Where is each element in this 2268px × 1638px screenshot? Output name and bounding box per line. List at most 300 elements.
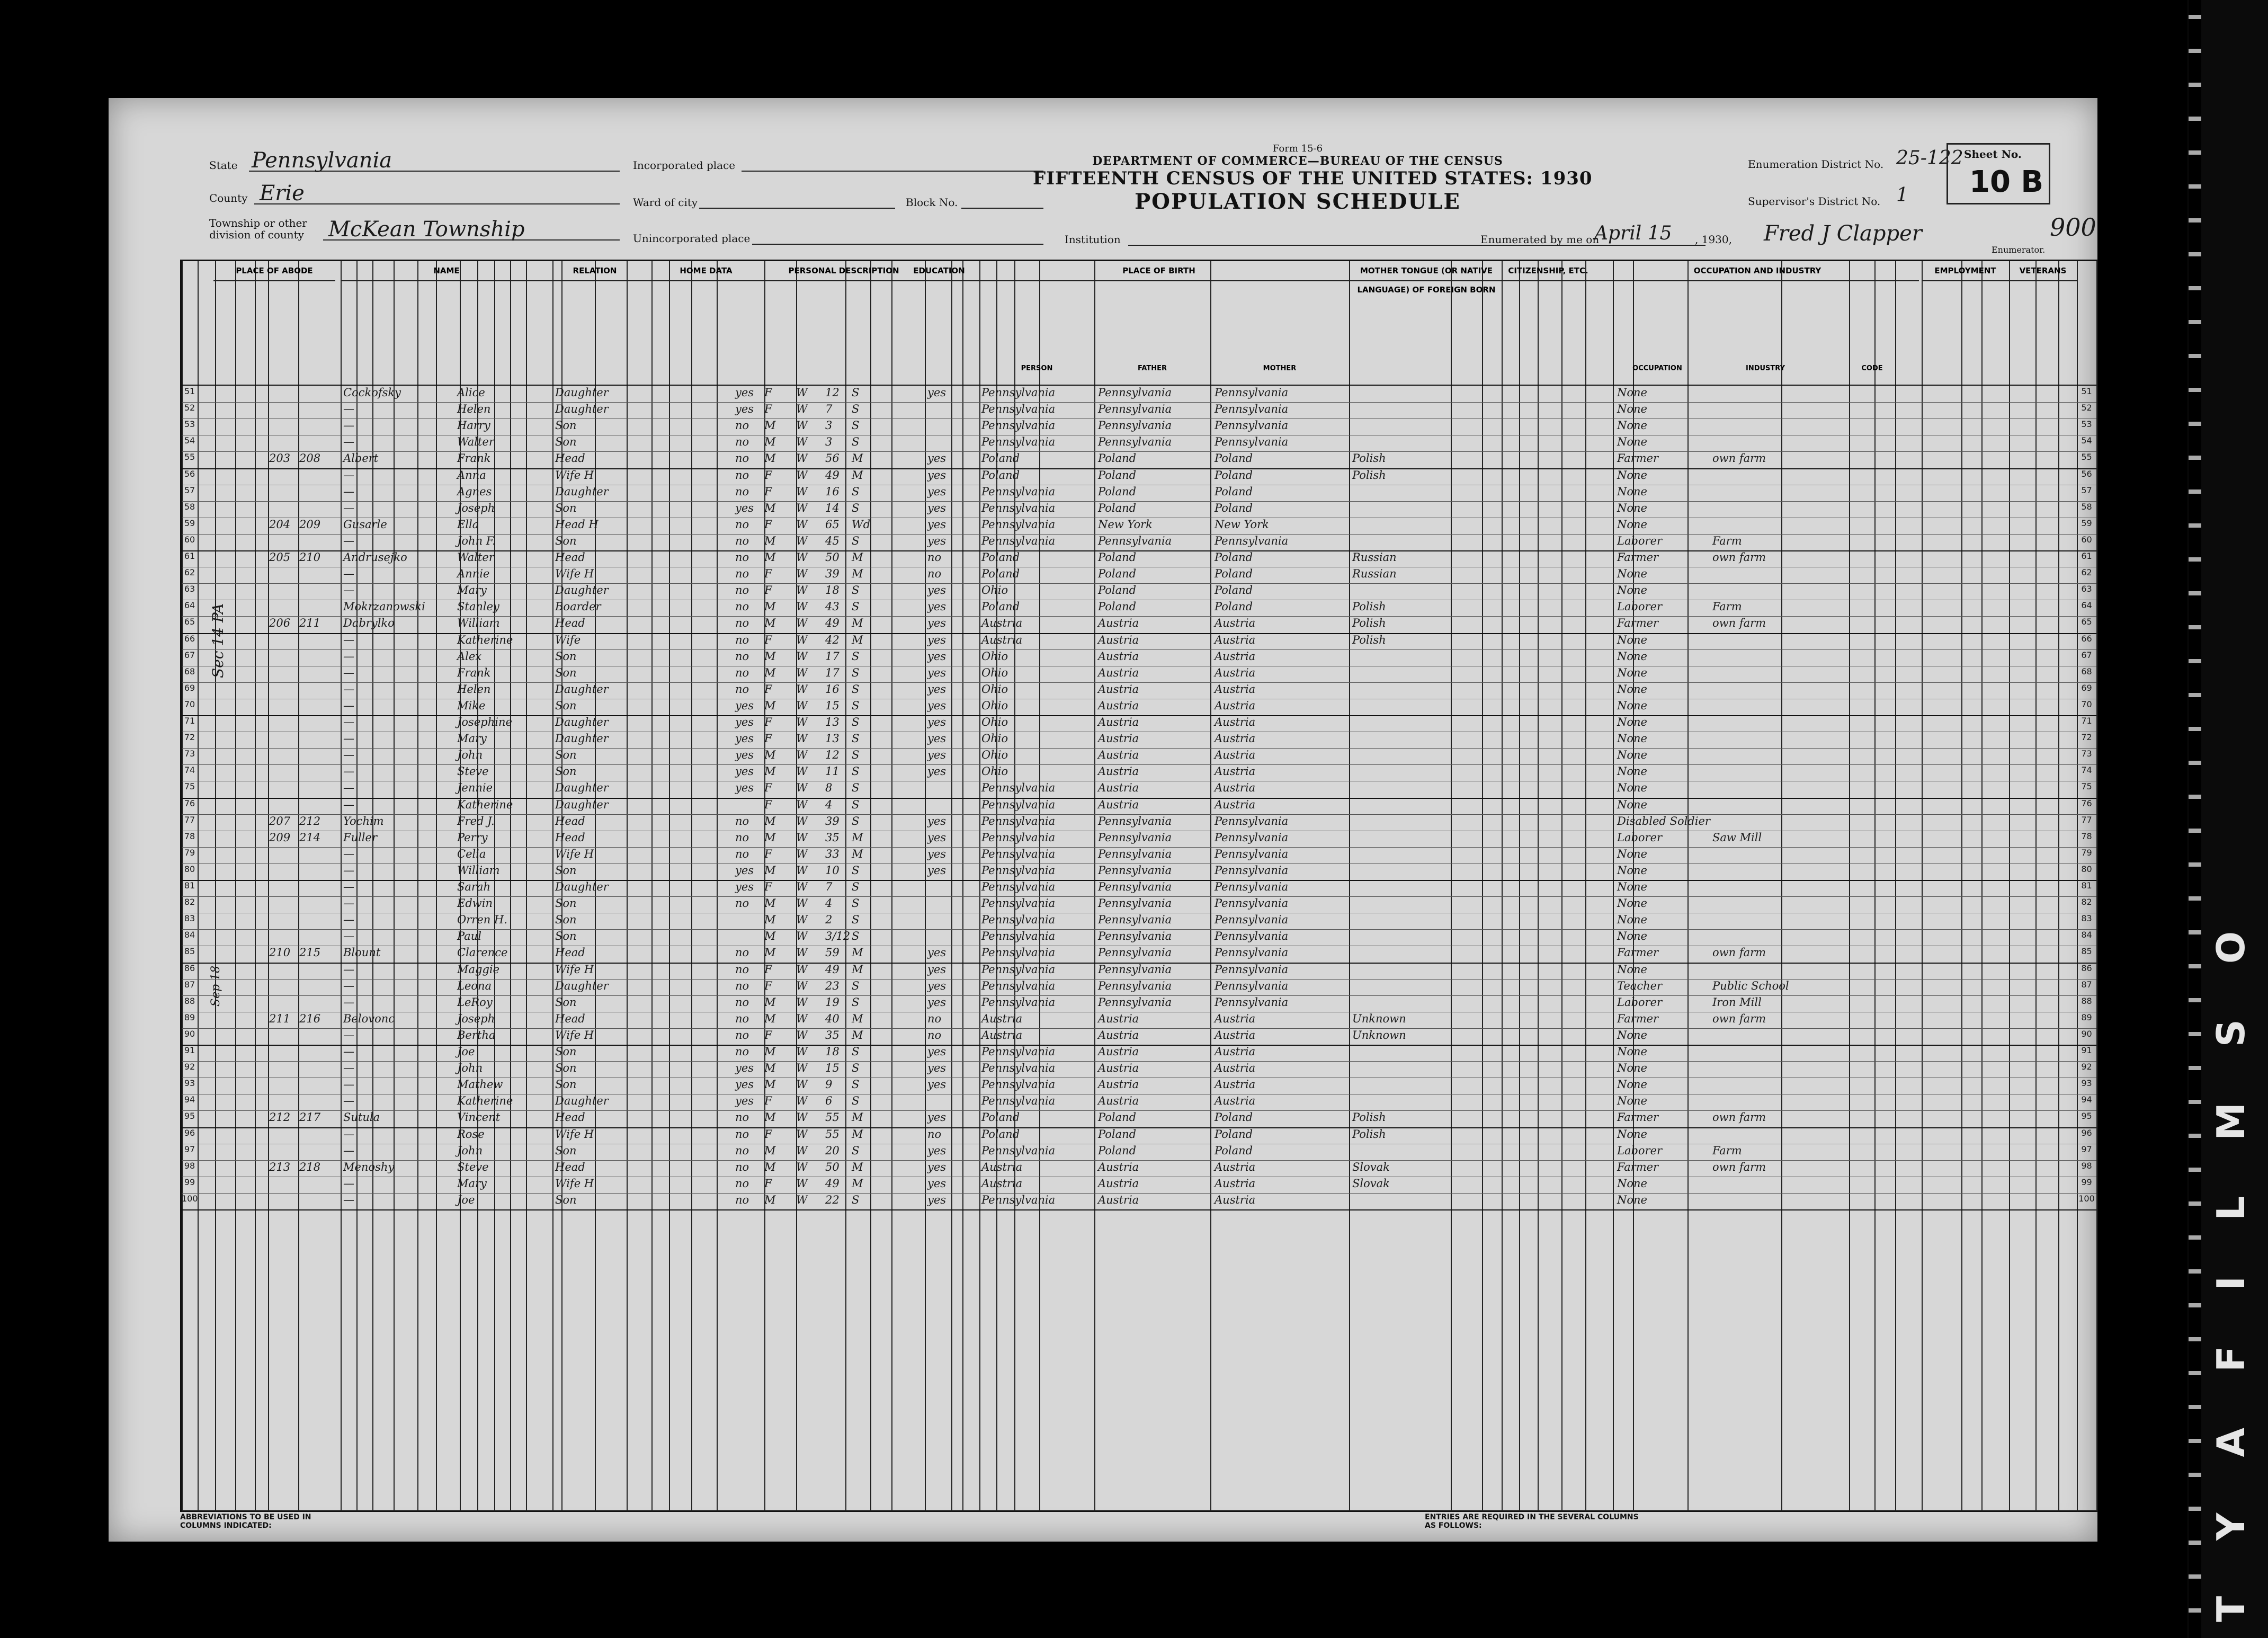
- cell-school: no: [735, 1177, 749, 1190]
- cell-sex: M: [764, 1144, 776, 1157]
- cell-birth: Pennsylvania: [981, 963, 1056, 976]
- cell-birth: Pennsylvania: [981, 1094, 1056, 1108]
- cell-father: Austria: [1098, 1028, 1139, 1041]
- cell-father: Austria: [1098, 798, 1139, 811]
- cell-school: yes: [735, 749, 754, 762]
- cell-father: Austria: [1098, 617, 1139, 630]
- cell-sex: F: [764, 1177, 772, 1190]
- cell-read: yes: [927, 979, 947, 992]
- cell-mar: S: [852, 386, 860, 399]
- cell-occ: None: [1617, 403, 1647, 416]
- cell-read: yes: [927, 1045, 947, 1058]
- cell-tongue: Unknown: [1352, 1012, 1406, 1025]
- cell-rel: Son: [555, 501, 577, 514]
- column-header-person: PERSON: [1021, 364, 1053, 372]
- cell-age: 22: [825, 1193, 840, 1206]
- cell-given: Joe: [457, 1045, 475, 1058]
- cell-sex: M: [764, 666, 776, 679]
- county-value: Erie: [260, 181, 305, 206]
- cell-birth: Pennsylvania: [981, 814, 1056, 827]
- cell-occ: Disabled Soldier: [1617, 814, 1710, 827]
- census-row: [182, 781, 2096, 796]
- cell-birth: Pennsylvania: [981, 979, 1056, 992]
- cell-father: Austria: [1098, 749, 1139, 762]
- cell-given: Paul: [457, 930, 481, 943]
- cell-sex: M: [764, 501, 776, 514]
- block-underline: [961, 208, 1043, 209]
- cell-father: Pennsylvania: [1098, 863, 1172, 877]
- cell-line: 72: [2081, 732, 2092, 743]
- cell-age: 50: [825, 551, 840, 564]
- cell-given: Annie: [457, 567, 490, 581]
- cell-father: Poland: [1098, 452, 1137, 465]
- form-number: Form 15-6: [1272, 143, 1323, 154]
- cell-occ: None: [1617, 633, 1647, 646]
- enumerator-label: Enumerator.: [1992, 245, 2046, 255]
- cell-sex: M: [764, 814, 776, 827]
- cell-line: 62: [2081, 567, 2092, 578]
- cell-school: no: [735, 584, 749, 597]
- cell-birth: Austria: [981, 1012, 1023, 1025]
- cell-race: W: [796, 1094, 808, 1108]
- cell-given: John F.: [457, 534, 496, 547]
- cell-rel: Son: [555, 1193, 577, 1206]
- enumerated-year: , 1930,: [1695, 233, 1732, 246]
- cell-line: 56: [184, 468, 195, 479]
- cell-birth: Austria: [981, 617, 1023, 630]
- abbrev-title: ABBREVIATIONS TO BE USED IN COLUMNS INDICATED:: [180, 1513, 311, 1530]
- cell-rel: Daughter: [555, 682, 609, 696]
- enumerator-name: Fred J Clapper: [1764, 221, 1922, 246]
- cell-ind: own farm: [1712, 617, 1766, 630]
- cell-line: 93: [184, 1078, 195, 1089]
- cell-occ: Laborer: [1617, 995, 1663, 1009]
- cell-age: 23: [825, 979, 840, 992]
- cell-father: Poland: [1098, 468, 1137, 482]
- cell-father: Poland: [1098, 501, 1137, 514]
- cell-rel: Head: [555, 1111, 585, 1124]
- cell-birth: Pennsylvania: [981, 880, 1056, 893]
- cell-given: Katherine: [457, 1094, 513, 1108]
- cell-sex: F: [764, 880, 772, 893]
- cell-line: 51: [184, 386, 195, 396]
- cell-line: 83: [2081, 913, 2092, 924]
- census-row: [182, 1012, 2096, 1027]
- cell-given: Mary: [457, 584, 487, 597]
- cell-fam: 218: [299, 1160, 321, 1173]
- cell-mar: S: [852, 1144, 860, 1157]
- cell-school: yes: [735, 732, 754, 745]
- census-row: [182, 814, 2096, 830]
- cell-read: yes: [927, 1144, 947, 1157]
- cell-line: 98: [2081, 1160, 2092, 1171]
- cell-father: Pennsylvania: [1098, 534, 1172, 547]
- margin-note: Sec 14 PA: [209, 603, 227, 678]
- cell-line: 64: [2081, 600, 2092, 611]
- cell-read: no: [927, 1028, 942, 1041]
- cell-mother: Pennsylvania: [1215, 979, 1289, 992]
- cell-birth: Pennsylvania: [981, 946, 1056, 959]
- cell-age: 4: [825, 897, 833, 910]
- cell-school: no: [735, 600, 749, 613]
- cell-read: yes: [927, 518, 947, 531]
- cell-rel: Daughter: [555, 979, 609, 992]
- cell-given: William: [457, 617, 500, 630]
- cell-read: yes: [927, 847, 947, 860]
- cell-given: Katherine: [457, 633, 513, 646]
- cell-rel: Daughter: [555, 386, 609, 399]
- cell-rel: Daughter: [555, 880, 609, 893]
- cell-father: Austria: [1098, 682, 1139, 696]
- cell-school: no: [735, 633, 749, 646]
- cell-birth: Pennsylvania: [981, 518, 1056, 531]
- cell-race: W: [796, 567, 808, 581]
- cell-ind: Farm: [1712, 600, 1742, 613]
- census-row: [182, 567, 2096, 582]
- cell-occ: Laborer: [1617, 1144, 1663, 1157]
- schedule-title: POPULATION SCHEDULE: [1135, 189, 1461, 214]
- cell-rel: Son: [555, 1144, 577, 1157]
- cell-occ: None: [1617, 1062, 1647, 1075]
- cell-line: 65: [184, 617, 195, 627]
- cell-line: 85: [184, 946, 195, 957]
- cell-tongue: Slovak: [1352, 1177, 1390, 1190]
- cell-read: yes: [927, 584, 947, 597]
- cell-mar: M: [852, 1012, 863, 1025]
- cell-occ: None: [1617, 682, 1647, 696]
- cell-line: 57: [2081, 485, 2092, 495]
- cell-birth: Ohio: [981, 732, 1008, 745]
- cell-school: no: [735, 1012, 749, 1025]
- census-row: [182, 402, 2096, 417]
- cell-sex: M: [764, 617, 776, 630]
- cell-surname: —: [343, 1144, 354, 1157]
- state-underline: [249, 171, 620, 172]
- cell-father: Austria: [1098, 1045, 1139, 1058]
- cell-given: Maggie: [457, 963, 500, 976]
- cell-line: 84: [2081, 930, 2092, 940]
- cell-age: 18: [825, 1045, 840, 1058]
- cell-line: 57: [184, 485, 195, 495]
- cell-line: 88: [2081, 995, 2092, 1006]
- cell-occ: Laborer: [1617, 534, 1663, 547]
- cell-line: 78: [2081, 831, 2092, 841]
- cell-birth: Pennsylvania: [981, 930, 1056, 943]
- cell-father: Poland: [1098, 1127, 1137, 1141]
- cell-occ: None: [1617, 749, 1647, 762]
- cell-line: 72: [184, 732, 195, 743]
- cell-mar: S: [852, 732, 860, 745]
- cell-surname: —: [343, 765, 354, 778]
- cell-read: yes: [927, 600, 947, 613]
- cell-birth: Pennsylvania: [981, 863, 1056, 877]
- cell-rel: Wife H: [555, 567, 594, 581]
- county-label: County: [209, 192, 248, 204]
- cell-sex: F: [764, 1127, 772, 1141]
- cell-mother: Poland: [1215, 584, 1253, 597]
- county-underline: [254, 203, 620, 204]
- cell-read: no: [927, 567, 942, 581]
- cell-race: W: [796, 732, 808, 745]
- cell-occ: None: [1617, 1028, 1647, 1041]
- sheet-value: 10 B: [1969, 165, 2044, 199]
- cell-mother: Poland: [1215, 567, 1253, 581]
- cell-line: 64: [184, 600, 195, 611]
- cell-birth: Pennsylvania: [981, 831, 1056, 844]
- cell-dw: 207: [269, 814, 291, 827]
- column-header-industry: INDUSTRY: [1745, 364, 1785, 372]
- cell-line: 81: [184, 880, 195, 891]
- cell-occ: None: [1617, 567, 1647, 581]
- census-row: [182, 896, 2096, 912]
- census-row: [182, 633, 2096, 648]
- cell-rel: Daughter: [555, 1094, 609, 1108]
- cell-surname: —: [343, 584, 354, 597]
- cell-read: yes: [927, 863, 947, 877]
- cell-race: W: [796, 1012, 808, 1025]
- cell-tongue: Polish: [1352, 633, 1386, 646]
- cell-given: Mary: [457, 1177, 487, 1190]
- cell-given: William: [457, 863, 500, 877]
- cell-race: W: [796, 979, 808, 992]
- cell-age: 2: [825, 913, 833, 927]
- cell-surname: —: [343, 798, 354, 811]
- township-label: Township or other division of county: [209, 217, 307, 241]
- cell-given: Sarah: [457, 880, 490, 893]
- cell-line: 61: [2081, 551, 2092, 561]
- cell-sex: M: [764, 419, 776, 432]
- cell-age: 15: [825, 1062, 840, 1075]
- cell-line: 83: [184, 913, 195, 924]
- cell-given: John: [457, 1144, 483, 1157]
- cell-surname: —: [343, 1177, 354, 1190]
- cell-school: no: [735, 946, 749, 959]
- census-row: [182, 1045, 2096, 1060]
- cell-school: no: [735, 518, 749, 531]
- cell-line: 82: [2081, 897, 2092, 907]
- cell-age: 40: [825, 1012, 840, 1025]
- cell-rel: Son: [555, 1045, 577, 1058]
- cell-occ: Teacher: [1617, 979, 1663, 992]
- cell-age: 3/12: [825, 930, 851, 943]
- cell-rel: Son: [555, 649, 577, 663]
- cell-mar: S: [852, 1045, 860, 1058]
- cell-line: 62: [184, 567, 195, 578]
- cell-line: 99: [184, 1177, 195, 1187]
- census-row: [182, 435, 2096, 450]
- cell-occ: None: [1617, 584, 1647, 597]
- cell-sex: M: [764, 1012, 776, 1025]
- cell-dw: 205: [269, 551, 291, 564]
- cell-given: Steve: [457, 1160, 489, 1173]
- census-row: [182, 995, 2096, 1011]
- cell-read: no: [927, 551, 942, 564]
- cell-birth: Pennsylvania: [981, 435, 1056, 449]
- census-row: [182, 666, 2096, 681]
- cell-mother: Pennsylvania: [1215, 814, 1289, 827]
- cell-birth: Pennsylvania: [981, 781, 1056, 795]
- cell-birth: Pennsylvania: [981, 403, 1056, 416]
- cell-school: yes: [735, 1094, 754, 1108]
- group-header-home: HOME DATA: [637, 261, 775, 281]
- cell-mother: Pennsylvania: [1215, 880, 1289, 893]
- cell-race: W: [796, 716, 808, 728]
- cell-age: 13: [825, 732, 840, 745]
- cell-line: 66: [2081, 633, 2092, 644]
- census-row: [182, 831, 2096, 846]
- group-header-citizen: CITIZENSHIP, ETC.: [1501, 261, 1596, 281]
- cell-read: yes: [927, 666, 947, 679]
- census-row: [182, 518, 2096, 533]
- cell-father: Austria: [1098, 1062, 1139, 1075]
- cell-ind: own farm: [1712, 946, 1766, 959]
- cell-father: New York: [1098, 518, 1153, 531]
- cell-mar: S: [852, 814, 860, 827]
- cell-mar: M: [852, 468, 863, 482]
- cell-sex: M: [764, 930, 776, 943]
- cell-line: 96: [2081, 1127, 2092, 1138]
- cell-school: no: [735, 897, 749, 910]
- cell-mother: Austria: [1215, 765, 1256, 778]
- cell-given: Celia: [457, 847, 486, 860]
- cell-ind: Farm: [1712, 534, 1742, 547]
- cell-sex: F: [764, 798, 772, 811]
- column-header-occupation: OCCUPATION: [1632, 364, 1682, 372]
- cell-school: no: [735, 617, 749, 630]
- cell-line: 86: [2081, 963, 2092, 973]
- cell-school: no: [735, 1144, 749, 1157]
- census-row: [182, 847, 2096, 862]
- stamp: 900: [2050, 213, 2096, 242]
- cell-rel: Head: [555, 946, 585, 959]
- cell-mar: M: [852, 946, 863, 959]
- cell-sex: F: [764, 963, 772, 976]
- cell-mother: Austria: [1215, 1078, 1256, 1091]
- cell-school: no: [735, 419, 749, 432]
- cell-given: Fred J.: [457, 814, 495, 827]
- cell-surname: —: [343, 1028, 354, 1041]
- cell-line: 68: [184, 666, 195, 676]
- cell-line: 52: [184, 403, 195, 413]
- cell-surname: —: [343, 732, 354, 745]
- cell-father: Austria: [1098, 1160, 1139, 1173]
- cell-given: Joseph: [457, 1012, 495, 1025]
- cell-mother: Austria: [1215, 682, 1256, 696]
- cell-line: 60: [2081, 534, 2092, 545]
- cell-given: Helen: [457, 403, 491, 416]
- cell-race: W: [796, 913, 808, 927]
- cell-birth: Ohio: [981, 649, 1008, 663]
- cell-mar: S: [852, 781, 860, 795]
- cell-ind: own farm: [1712, 1012, 1766, 1025]
- cell-read: yes: [927, 649, 947, 663]
- cell-read: yes: [927, 1078, 947, 1091]
- cell-occ: None: [1617, 1127, 1647, 1141]
- cell-rel: Daughter: [555, 732, 609, 745]
- cell-mother: Poland: [1215, 1111, 1253, 1124]
- cell-sex: M: [764, 1062, 776, 1075]
- cell-sex: M: [764, 452, 776, 465]
- cell-given: Steve: [457, 765, 489, 778]
- cell-sex: F: [764, 979, 772, 992]
- cell-occ: Farmer: [1617, 1111, 1659, 1124]
- ed-label: Enumeration District No.: [1748, 158, 1884, 171]
- cell-mother: New York: [1215, 518, 1269, 531]
- cell-father: Pennsylvania: [1098, 913, 1172, 927]
- cell-school: no: [735, 682, 749, 696]
- cell-surname: Gusarle: [343, 518, 387, 531]
- cell-given: Bertha: [457, 1028, 496, 1041]
- cell-race: W: [796, 1177, 808, 1190]
- sheet-label: Sheet No.: [1964, 148, 2022, 161]
- cell-line: 65: [2081, 617, 2092, 627]
- cell-occ: None: [1617, 485, 1647, 498]
- cell-read: no: [927, 1127, 942, 1141]
- cell-line: 90: [2081, 1028, 2092, 1039]
- cell-ind: own farm: [1712, 452, 1766, 465]
- cell-father: Austria: [1098, 1094, 1139, 1108]
- cell-father: Austria: [1098, 699, 1139, 712]
- cell-school: no: [735, 1028, 749, 1041]
- cell-fam: 211: [299, 617, 321, 630]
- cell-occ: Farmer: [1617, 1012, 1659, 1025]
- cell-line: 55: [2081, 452, 2092, 462]
- cell-line: 68: [2081, 666, 2092, 676]
- cell-line: 92: [2081, 1062, 2092, 1072]
- cell-surname: Blount: [343, 946, 381, 959]
- cell-surname: —: [343, 403, 354, 416]
- census-row: [182, 1110, 2096, 1126]
- cell-mar: S: [852, 930, 860, 943]
- cell-birth: Austria: [981, 1028, 1023, 1041]
- cell-race: W: [796, 600, 808, 613]
- cell-sex: M: [764, 897, 776, 910]
- cell-fam: 214: [299, 831, 321, 844]
- cell-surname: —: [343, 930, 354, 943]
- cell-father: Pennsylvania: [1098, 897, 1172, 910]
- census-title-block: [1033, 143, 1593, 214]
- group-header-occupation: OCCUPATION AND INDUSTRY: [1596, 261, 1919, 281]
- cell-age: 42: [825, 633, 840, 646]
- cell-line: 67: [184, 649, 195, 660]
- cell-sex: F: [764, 847, 772, 860]
- cell-sex: M: [764, 600, 776, 613]
- census-row: [182, 732, 2096, 747]
- incorporated-underline: [742, 171, 1043, 172]
- cell-given: Alex: [457, 649, 482, 663]
- cell-father: Austria: [1098, 781, 1139, 795]
- cell-mar: S: [852, 765, 860, 778]
- cell-line: 81: [2081, 880, 2092, 891]
- column-header-mother: MOTHER: [1263, 364, 1297, 372]
- cell-birth: Ohio: [981, 716, 1008, 728]
- cell-tongue: Slovak: [1352, 1160, 1390, 1173]
- cell-mother: Austria: [1215, 732, 1256, 745]
- cell-race: W: [796, 485, 808, 498]
- census-row: [182, 1061, 2096, 1076]
- cell-mar: S: [852, 419, 860, 432]
- cell-line: 71: [184, 716, 195, 726]
- cell-mother: Pennsylvania: [1215, 995, 1289, 1009]
- cell-rel: Son: [555, 1078, 577, 1091]
- cell-dw: 213: [269, 1160, 291, 1173]
- cell-mar: S: [852, 403, 860, 416]
- cell-father: Pennsylvania: [1098, 435, 1172, 449]
- cell-rel: Head H: [555, 518, 599, 531]
- cell-read: yes: [927, 946, 947, 959]
- cell-ind: Iron Mill: [1712, 995, 1762, 1009]
- cell-mar: M: [852, 1127, 863, 1141]
